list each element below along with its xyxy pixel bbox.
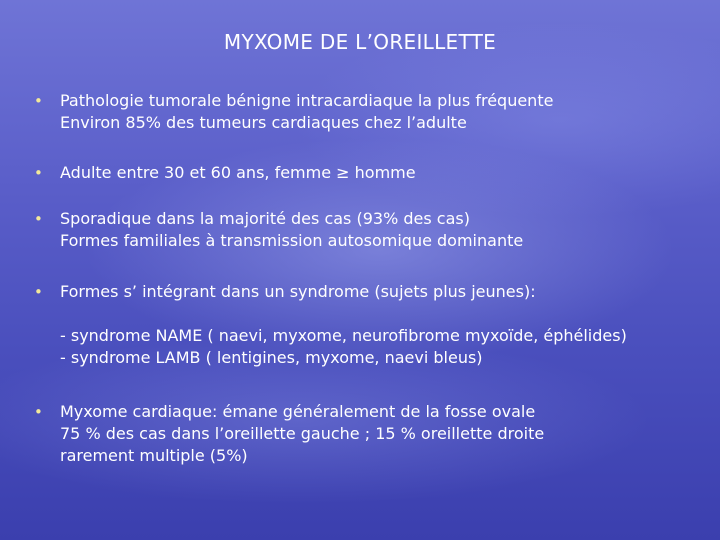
bullet-icon: •: [34, 403, 43, 421]
bullet-icon: •: [34, 164, 43, 182]
syndrome-lamb: - syndrome LAMB ( lentigines, myxome, naevi bleus): [60, 348, 483, 367]
bullet-text: [60, 90, 704, 134]
syndrome-name: - syndrome NAME ( naevi, myxome, neurofibrome myxoïde, éphélides): [60, 326, 627, 345]
bullet-line: Pathologie tumorale bénigne intracardiaque la plus fréquente: [60, 91, 554, 110]
bullet-item-age: [34, 162, 704, 184]
bullet-line: Sporadique dans la majorité des cas (93% des cas): [60, 209, 470, 228]
bullet-text: [60, 208, 704, 252]
bullet-line: Formes familiales à transmission autosomique dominante: [60, 231, 524, 250]
bullet-line: 75 % des cas dans l’oreillette gauche ; 15 % oreillette droite: [60, 424, 545, 443]
bullet-icon: •: [34, 92, 43, 110]
slide-title: MYXOME DE L’OREILLETTE: [223, 30, 497, 54]
bullet-line: Environ 85% des tumeurs cardiaques chez l’adulte: [60, 113, 467, 132]
bullet-text: [60, 401, 704, 467]
bullet-item-syndromes: [34, 281, 704, 369]
bullet-icon: •: [34, 283, 43, 301]
bullet-item-sporadic: [34, 208, 704, 252]
bullet-line: Myxome cardiaque: émane généralement de la fosse ovale: [60, 402, 536, 421]
bullet-item-location: [34, 401, 704, 467]
bullet-text: [60, 162, 704, 184]
bullet-text: [60, 281, 704, 369]
bullet-line: Adulte entre 30 et 60 ans, femme ≥ homme: [60, 163, 416, 182]
bullet-line: Formes s’ intégrant dans un syndrome (sujets plus jeunes):: [60, 282, 536, 301]
bullet-item-frequency: [34, 90, 704, 134]
bullet-icon: •: [34, 210, 43, 228]
bullet-line: rarement multiple (5%): [60, 446, 248, 465]
syndrome-list: [60, 325, 704, 369]
